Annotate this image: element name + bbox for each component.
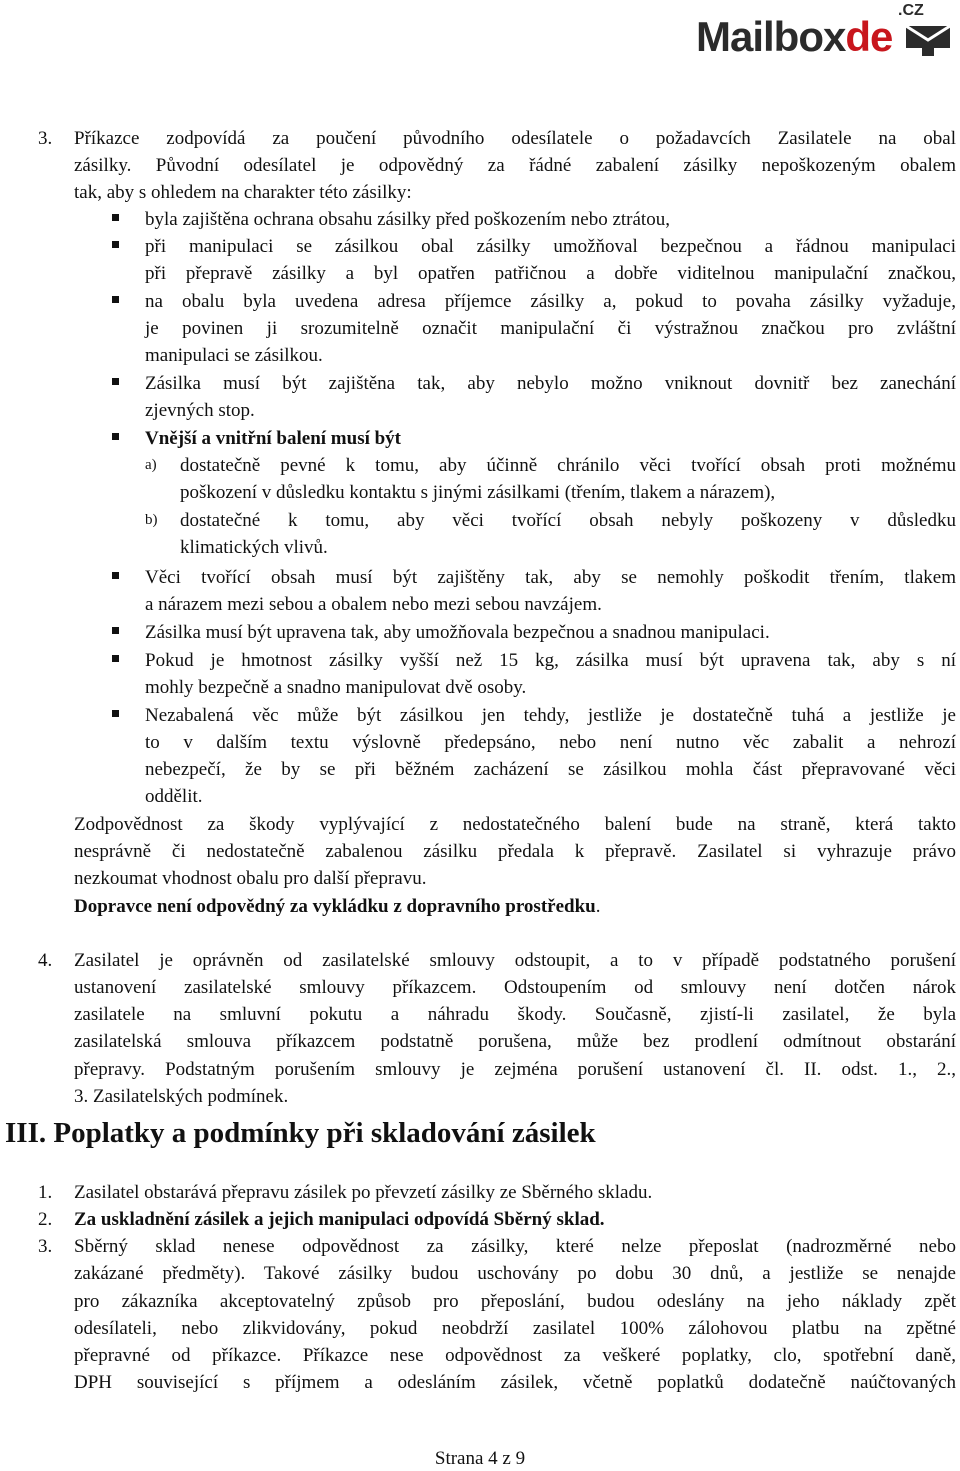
list-item: byla zajištěna ochrana obsahu zásilky před poškozením nebo ztrátou, — [145, 209, 670, 230]
bullet-marker — [112, 627, 119, 634]
mailbox-icon — [902, 16, 954, 56]
packaging-heading: Vnější a vnitřní balení musí být — [145, 428, 402, 449]
sub-item-text: poškození v důsledku kontaktu s jinými zásilkami (třením, tlakem a nárazem), — [180, 482, 776, 503]
page-footer: Strana 4 z 9 — [434, 1448, 526, 1469]
bullet-marker — [112, 710, 119, 717]
section-4-number: 4. — [38, 950, 53, 971]
bullet-marker — [112, 296, 119, 303]
chapter-item-number: 3. — [38, 1236, 53, 1257]
chapter-item-text: Zasilatel obstarává přepravu zásilek po převzetí zásilky ze Sběrného skladu. — [74, 1182, 653, 1203]
list-item-cont: oddělit. — [145, 786, 203, 807]
chapter-item-text: odesílateli, nebo zlikvidovány, pokud neobdrží zasilatel 100% zálohovou platbu na zpětné — [74, 1318, 956, 1339]
carrier-note: Dopravce není odpovědný za vykládku z dopravního prostředku. — [74, 896, 601, 917]
bullet-marker — [112, 655, 119, 662]
list-item-cont: při přepravě zásilky a byl opatřen patřičnou a dobře viditelnou manipulační značkou, — [145, 263, 956, 284]
bullet-marker — [112, 241, 119, 248]
section-4-line: ustanovení zasilatelské smlouvy příkazcem. Odstoupením od smlouvy není dotčen nárok — [74, 977, 956, 998]
section-4-line: zasilatele na smluvní pokutu a náhradu škody. Současně, zjistí-li zasilatel, že byla — [74, 1004, 956, 1025]
section-4-line: Zasilatel je oprávněn od zasilatelské smlouvy odstoupit, a to v případě podstatného porušení — [74, 950, 956, 971]
logo-cz: .CZ — [898, 2, 924, 19]
bullet-marker — [112, 378, 119, 385]
chapter-item-number: 1. — [38, 1182, 53, 1203]
list-item: Pokud je hmotnost zásilky vyšší než 15 kg, zásilka musí být upravena tak, aby s ní — [145, 650, 956, 671]
chapter-item-text: pro zákazníka akceptovatelný způsob pro přeposlání, budou odeslány na jeho náklady zpět — [74, 1291, 956, 1312]
chapter-item-number: 2. — [38, 1209, 53, 1230]
list-item: na obalu byla uvedena adresa příjemce zásilky a, pokud to povaha zásilky vyžaduje, — [145, 291, 956, 312]
section-3-intro-line: Příkazce zodpovídá za poučení původního odesílatele o požadavcích Zasilatele na obal — [74, 128, 956, 149]
chapter-item-text: Sběrný sklad nenese odpovědnost za zásilky, které nelze přeposlat (nadrozměrné nebo — [74, 1236, 956, 1257]
sub-item-text: klimatických vlivů. — [180, 537, 328, 558]
list-item-cont: manipulaci se zásilkou. — [145, 345, 323, 366]
sub-item-text: dostatečně pevné k tomu, aby účinně chránilo věci tvořící obsah proti možnému — [180, 455, 956, 476]
sub-item-label: a) — [145, 457, 157, 473]
sub-item-text: dostatečné k tomu, aby věci tvořící obsah nebyly poškozeny v důsledku — [180, 510, 956, 531]
list-item-cont: je povinen ji srozumitelně označit manipulační či výstražnou značkou pro zvláštní — [145, 318, 956, 339]
list-item-cont: a nárazem mezi sebou a obalem nebo mezi sebou navzájem. — [145, 594, 602, 615]
mailbox-logo — [696, 2, 958, 66]
section-3-number: 3. — [38, 128, 53, 149]
list-item-cont: nebezpečí, že by se při běžném zacházení se zásilkou mohla část přepravované věci — [145, 759, 956, 780]
list-item-cont: to v dalším textu výslovně předepsáno, nebo není nutno věc zabalit a nehrozí — [145, 732, 956, 753]
liability-line: nezkoumat vhodnost obalu pro další přepravu. — [74, 868, 427, 889]
sub-item-label: b) — [145, 512, 158, 528]
chapter-item-text: přepravné od příkazce. Příkazce nese odpovědnost za veškeré poplatky, clo, spotřební daně, — [74, 1345, 956, 1366]
liability-line: nesprávně či nedostatečně zabalenou zásilku předala k přepravě. Zasilatel si vyhrazuje právo — [74, 841, 956, 862]
chapter-heading: III. Poplatky a podmínky při skladování zásilek — [5, 1117, 596, 1149]
list-item: při manipulaci se zásilkou obal zásilky umožňoval bezpečnou a řádnou manipulaci — [145, 236, 956, 257]
list-item-cont: mohly bezpečně a snadno manipulovat dvě osoby. — [145, 677, 527, 698]
list-item: Zásilka musí být upravena tak, aby umožňovala bezpečnou a snadnou manipulaci. — [145, 622, 770, 643]
logo-wordmark: Mailboxde — [696, 13, 893, 60]
section-3-intro-line: zásilky. Původní odesílatel je odpovědný za řádné zabalení zásilky nepoškozeným obalem — [74, 155, 956, 176]
chapter-item-text: DPH související s příjmem a odesláním zásilek, včetně poplatků dodatečně naúčtovaných — [74, 1372, 956, 1393]
list-item: Zásilka musí být zajištěna tak, aby nebylo možno vniknout dovnitř bez zanechání — [145, 373, 956, 394]
list-item: Věci tvořící obsah musí být zajištěny tak, aby se nemohly poškodit třením, tlakem — [145, 567, 956, 588]
list-item-cont: zjevných stop. — [145, 400, 255, 421]
bullet-marker — [112, 572, 119, 579]
chapter-item-text: Za uskladnění zásilek a jejich manipulaci odpovídá Sběrný sklad. — [74, 1209, 605, 1230]
bullet-marker — [112, 214, 119, 221]
bullet-marker — [112, 433, 119, 440]
liability-line: Zodpovědnost za škody vyplývající z nedostatečného balení bude na straně, která takto — [74, 814, 956, 835]
section-4-line: přepravy. Podstatným porušením smlouvy je zejména porušení ustanovení čl. II. odst. 1., 2., — [74, 1059, 956, 1080]
list-item: Nezabalená věc může být zásilkou jen tehdy, jestliže je dostatečně tuhá a jestliže je — [145, 705, 956, 726]
section-3-intro-line: tak, aby s ohledem na charakter této zásilky: — [74, 182, 412, 203]
chapter-item-text: zakázané předměty). Takové zásilky budou uschovány po dobu 30 dnů, a jestliže se nenajde — [74, 1263, 956, 1284]
section-4-line: 3. Zasilatelských podmínek. — [74, 1086, 289, 1107]
section-4-line: zasilatelská smlouva příkazcem podstatně porušena, může bez prodlení odmítnout obstarání — [74, 1031, 956, 1052]
